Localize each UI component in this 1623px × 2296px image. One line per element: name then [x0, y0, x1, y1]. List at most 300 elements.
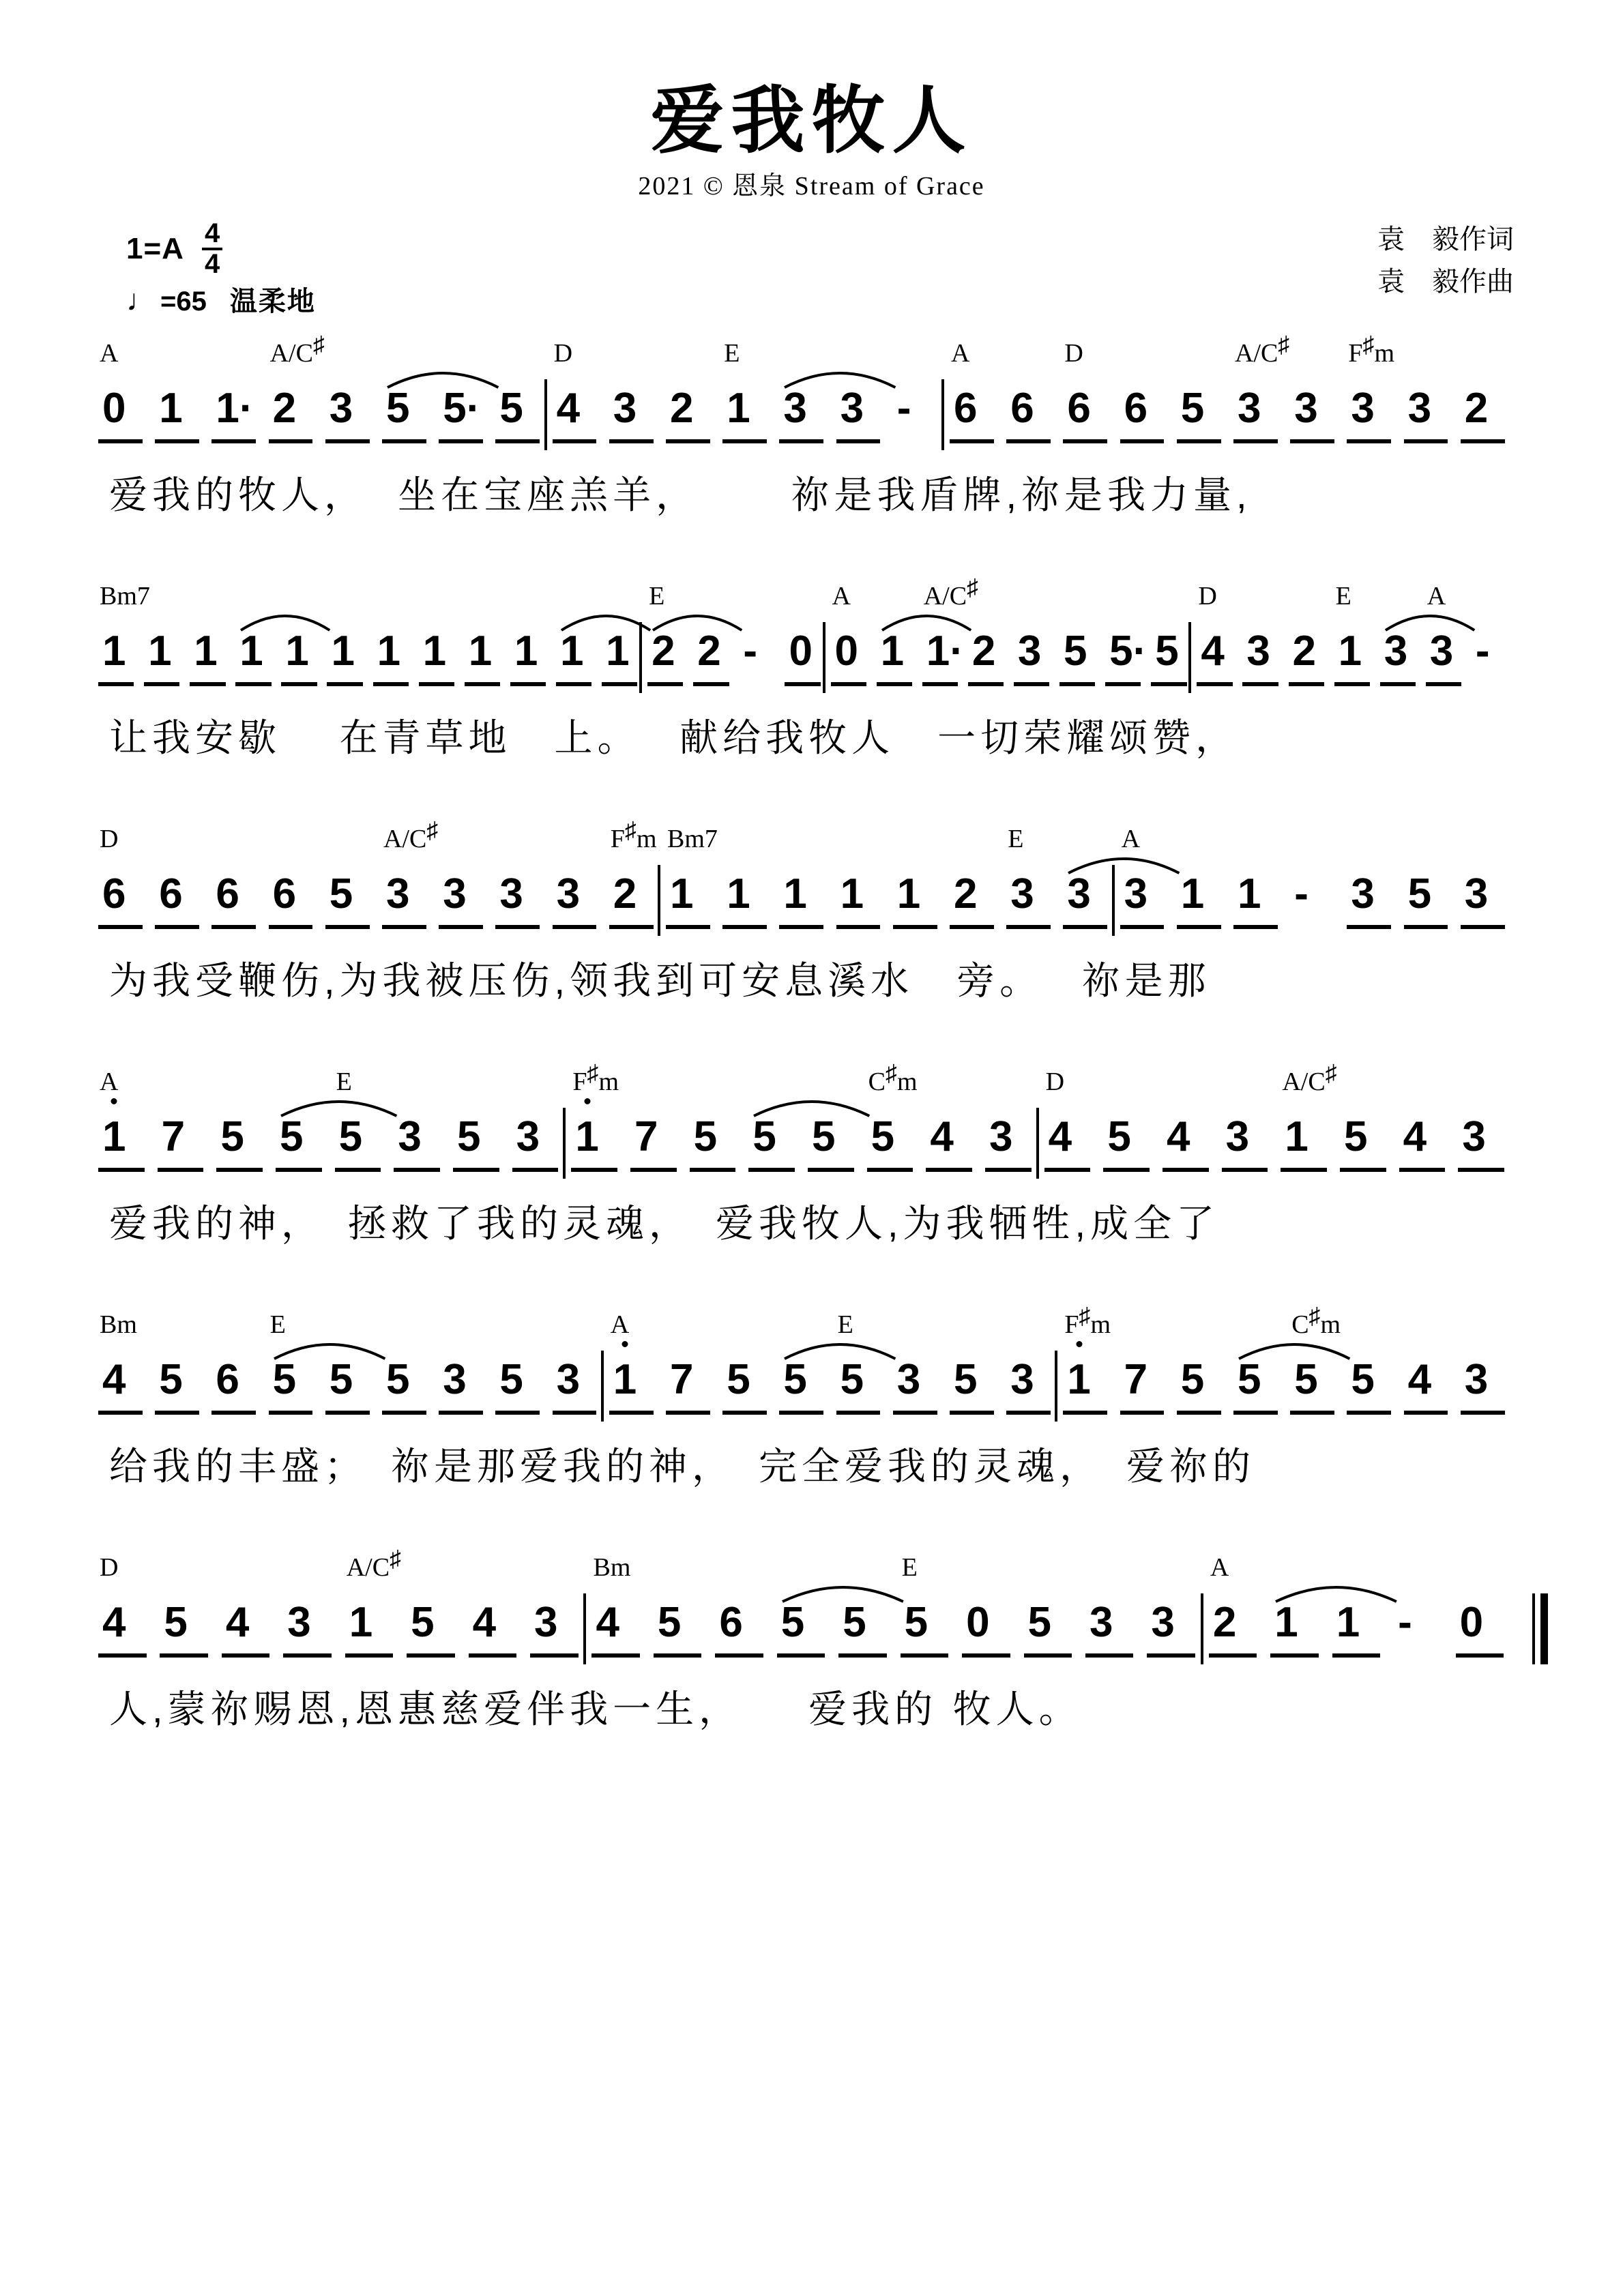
note-number: 3 [1067, 870, 1091, 918]
staff-system [0, 1057, 1623, 1300]
note-number: 1 [727, 385, 750, 432]
chord-symbol: A [1121, 825, 1141, 854]
beam-line [666, 925, 710, 929]
lyric-line: 让我安歇 在青草地 上。 献给我牧人 一切荣耀颂赞， [109, 716, 1239, 760]
note-number: 1 [514, 628, 538, 675]
note-number: 5 [783, 1356, 807, 1404]
note-number: 1 [102, 628, 126, 675]
beam-line [1024, 1653, 1072, 1658]
lyric-line: 爱我的神， 拯救了我的灵魂， 爱我牧人,为我牺牲,成全了 [109, 1202, 1220, 1246]
chord-symbol: D [1198, 582, 1217, 611]
composer-credit: 袁 毅作曲 [1377, 267, 1514, 297]
note-number: 3 [1017, 628, 1042, 675]
beam-line [1290, 439, 1334, 443]
slur-arc [752, 1093, 871, 1117]
beam-line [893, 925, 937, 929]
chord-symbol: D [100, 1553, 119, 1583]
beam-line [690, 1168, 736, 1172]
beam-line [836, 925, 881, 929]
beam-line [571, 1168, 617, 1172]
note-number: 2 [1464, 385, 1489, 432]
note-number: 5 [840, 1356, 864, 1404]
lyric-lane [0, 471, 1623, 542]
chord-symbol: Bm [100, 1310, 137, 1340]
note-number: 5 [1064, 628, 1087, 675]
beam-line [158, 1168, 204, 1172]
beam-line [1347, 439, 1391, 443]
beam-line [1105, 682, 1141, 686]
beam-line [1458, 1168, 1504, 1172]
beam-line [779, 1411, 823, 1415]
note-number: 6 [1124, 385, 1148, 432]
note-number: 5 [954, 1356, 978, 1404]
note-lane [0, 1340, 1623, 1442]
beam-line [495, 925, 540, 929]
note-number: 2 [1292, 628, 1316, 675]
credits-block [1377, 218, 1514, 303]
beam-line [510, 682, 546, 686]
note-number: 4 [225, 1599, 250, 1647]
beam-line [779, 925, 823, 929]
note-number: 5 [329, 870, 353, 918]
note-number: 2 [971, 628, 996, 675]
chord-symbol: E [724, 339, 740, 368]
note-number: 6 [159, 870, 183, 918]
beam-line [469, 1653, 517, 1658]
note-number: 1 [880, 628, 905, 675]
note-number: 0 [789, 628, 813, 675]
note-number: 7 [634, 1113, 658, 1161]
note-number: 1 [1336, 1599, 1360, 1647]
octave-up-dot [111, 1098, 117, 1104]
expression-mark: 温柔地 [229, 286, 316, 317]
note-number: 3 [613, 385, 637, 432]
time-signature-numerator: 4 [202, 221, 222, 250]
note-number: 5 [1238, 1356, 1261, 1404]
beam-line [439, 925, 483, 929]
note-number: 4 [1048, 1113, 1072, 1161]
note-number: 5 [657, 1599, 682, 1647]
beam-line [609, 1411, 654, 1415]
note-number: 2 [670, 385, 694, 432]
staff-system [0, 814, 1623, 1057]
note-number: 5 [164, 1599, 188, 1647]
note-number: - [743, 628, 757, 675]
beam-line [1461, 1411, 1505, 1415]
beam-line [647, 682, 683, 686]
beam-line [495, 439, 540, 443]
beam-line [419, 682, 454, 686]
beam-line [748, 1168, 795, 1172]
note-number: 5 [780, 1599, 805, 1647]
note-number: 3 [1246, 628, 1270, 675]
beam-line [1222, 1168, 1268, 1172]
beam-line [1399, 1168, 1446, 1172]
beam-line [877, 682, 912, 686]
note-number: 0 [1459, 1599, 1484, 1647]
beam-line [1163, 1168, 1209, 1172]
note-number: 3 [1238, 385, 1261, 432]
note-number: 3 [1294, 385, 1318, 432]
note-number: 3 [1089, 1599, 1113, 1647]
barline [583, 1593, 586, 1664]
octave-up-dot [1076, 1341, 1082, 1347]
beam-line [591, 1653, 640, 1658]
beam-line [1380, 682, 1416, 686]
note-number: 1 [1238, 870, 1261, 918]
note-number: 1 [1274, 1599, 1298, 1647]
beam-line [98, 439, 143, 443]
chord-symbol: F♯m [1064, 1304, 1111, 1340]
beam-line [1044, 1168, 1091, 1172]
tempo-value: =65 [160, 286, 207, 317]
beam-line [1281, 1168, 1327, 1172]
barline [941, 379, 944, 450]
note-number: 1 [1067, 1359, 1090, 1401]
chord-symbol: F♯m [610, 818, 657, 854]
beam-line [439, 1411, 483, 1415]
beam-line [98, 1168, 145, 1172]
beam-line [1063, 439, 1107, 443]
note-number: 1 [1338, 628, 1362, 675]
beam-line [962, 1653, 1010, 1658]
note-lane [0, 368, 1623, 471]
beam-line [1177, 1411, 1221, 1415]
beam-line [1334, 682, 1370, 686]
beam-line [222, 1653, 270, 1658]
chord-symbol: E [336, 1068, 352, 1097]
staff-system [0, 329, 1623, 572]
beam-line [693, 682, 729, 686]
beam-line [325, 1411, 370, 1415]
chord-symbol: F♯m [572, 1061, 619, 1097]
beam-line [553, 439, 597, 443]
note-number: 5 [1155, 628, 1179, 675]
beam-line [867, 1168, 913, 1172]
note-number: 6 [102, 870, 126, 918]
note-number: 3 [386, 870, 410, 918]
note-number: 1· [926, 628, 964, 675]
beam-line [1063, 925, 1107, 929]
octave-up-dot [622, 1341, 628, 1347]
note-number: 5 [1407, 870, 1432, 918]
beam-line [1233, 1411, 1278, 1415]
chord-symbol: D [100, 825, 119, 854]
note-number: 3 [534, 1599, 558, 1647]
note-number: 5 [338, 1113, 363, 1161]
note-number: 1 [331, 628, 355, 675]
note-number: 6 [216, 1356, 239, 1404]
slur-arc [783, 364, 896, 389]
chord-lane [0, 1543, 1623, 1583]
lyric-line: 为我受鞭伤,为我被压伤,领我到可安息溪水 旁。 祢是那 [109, 959, 1211, 1003]
beam-line [893, 1411, 937, 1415]
beam-line [465, 682, 500, 686]
beam-line [1063, 1411, 1107, 1415]
lyric-line: 人,蒙祢赐恩,恩惠慈爱伴我一生， 爱我的 牧人。 [109, 1688, 1082, 1731]
beam-line [1209, 1653, 1257, 1658]
note-number: 3 [556, 870, 581, 918]
beam-line [1006, 925, 1051, 929]
chord-symbol: A/C♯ [923, 575, 979, 611]
chord-symbol: A/C♯ [1235, 332, 1290, 368]
note-number: 4 [1407, 1356, 1432, 1404]
note-number: 1 [896, 870, 921, 918]
beam-line [144, 682, 179, 686]
chord-symbol: A/C♯ [1282, 1061, 1337, 1097]
note-number: 1 [102, 1116, 126, 1158]
beam-line [325, 925, 370, 929]
beam-line [98, 682, 134, 686]
beam-line [394, 1168, 440, 1172]
beam-line [553, 925, 597, 929]
beam-line [1233, 925, 1278, 929]
beam-line [722, 925, 767, 929]
beam-line [1014, 682, 1049, 686]
barline [639, 622, 642, 693]
note-number: 1 [840, 870, 864, 918]
note-number: 2 [272, 385, 297, 432]
note-number: 3 [1010, 1356, 1034, 1404]
chord-symbol: D [1064, 339, 1083, 368]
note-number: 3 [783, 385, 807, 432]
barline [601, 1351, 604, 1422]
slur-arc [1384, 607, 1476, 632]
beam-line [609, 925, 654, 929]
beam-line [1404, 439, 1448, 443]
lyric-lane [0, 956, 1623, 1027]
note-number: 5 [280, 1113, 304, 1161]
beam-line [901, 1653, 949, 1658]
note-number: 6 [954, 385, 978, 432]
chord-symbol: E [901, 1553, 918, 1583]
beam-line [327, 682, 362, 686]
chord-symbol: A/C♯ [383, 818, 439, 854]
beam-line [950, 439, 994, 443]
barline [1055, 1351, 1057, 1422]
note-number: 1 [559, 628, 584, 675]
note-number: 2 [613, 870, 637, 918]
note-number: 1 [1285, 1113, 1308, 1161]
note-number: 3 [443, 1356, 467, 1404]
note-number: 3 [896, 1356, 921, 1404]
beam-line [1456, 1653, 1504, 1658]
barline [544, 379, 547, 450]
note-number: 5 [159, 1356, 183, 1404]
lyricist-credit: 袁 毅作词 [1377, 224, 1514, 255]
note-number: 1 [349, 1599, 373, 1647]
note-number: 1 [377, 628, 401, 675]
beam-line [556, 682, 591, 686]
beam-line [373, 682, 409, 686]
beam-line [926, 1168, 972, 1172]
beam-line [1151, 682, 1186, 686]
staff-system [0, 1543, 1623, 1786]
beam-line [269, 1411, 313, 1415]
beam-line [155, 439, 199, 443]
beam-line [1177, 439, 1221, 443]
beam-line [98, 1653, 147, 1658]
chord-symbol: D [1045, 1068, 1065, 1097]
chord-symbol: F♯m [1348, 332, 1395, 368]
note-number: 5 [727, 1356, 750, 1404]
chord-symbol: E [1335, 582, 1351, 611]
chord-symbol: C♯m [1291, 1304, 1341, 1340]
note-number: 5 [499, 1356, 523, 1404]
beam-line [836, 439, 881, 443]
beam-line [722, 439, 767, 443]
chord-symbol: C♯m [868, 1061, 918, 1097]
barline [823, 622, 825, 693]
note-number: 5 [386, 1356, 410, 1404]
beam-line [283, 1653, 332, 1658]
beam-line [779, 439, 823, 443]
beam-line [407, 1653, 455, 1658]
note-number: 1 [606, 628, 630, 675]
note-number: 1 [468, 628, 493, 675]
beam-line [722, 1411, 767, 1415]
note-number: 5 [1180, 385, 1205, 432]
note-number: 4 [930, 1113, 954, 1161]
slur-arc [273, 1336, 386, 1360]
lyric-lane [0, 1685, 1623, 1756]
chord-symbol: A [832, 582, 851, 611]
beam-line [777, 1653, 825, 1658]
note-lane [0, 854, 1623, 956]
chord-symbol: A [610, 1310, 630, 1340]
chord-symbol: E [269, 1310, 286, 1340]
note-number: 7 [161, 1113, 186, 1161]
note-number: 4 [102, 1599, 126, 1647]
beam-line [968, 682, 1004, 686]
beam-line [216, 1168, 263, 1172]
beam-line [1289, 682, 1324, 686]
beam-line [808, 1168, 854, 1172]
note-number: 5 [411, 1599, 435, 1647]
note-number: 2 [954, 870, 978, 918]
beam-line [1404, 925, 1448, 929]
slur-arc [881, 607, 972, 632]
beam-line [785, 682, 820, 686]
copyright-subtitle: 2021 © 恩泉 Stream of Grace [638, 172, 985, 201]
beam-line [98, 925, 143, 929]
note-number: 5 [386, 385, 410, 432]
beam-line [382, 439, 426, 443]
note-number: 1 [727, 870, 750, 918]
note-number: 4 [1403, 1113, 1427, 1161]
beam-line [512, 1168, 559, 1172]
note-number: 3 [1462, 1113, 1486, 1161]
beam-line [530, 1653, 579, 1658]
chord-lane [0, 329, 1623, 368]
beam-line [281, 682, 317, 686]
key-label: 1=A [126, 232, 184, 266]
note-number: 5 [812, 1113, 836, 1161]
slur-arc [386, 364, 499, 389]
beam-line [1426, 682, 1461, 686]
note-number: 3 [329, 385, 353, 432]
slur-arc [652, 607, 743, 632]
beam-line [654, 1653, 702, 1658]
note-number: 0 [102, 385, 126, 432]
lyric-lane [0, 1199, 1623, 1270]
chord-symbol: E [837, 1310, 853, 1340]
note-number: 3 [1124, 870, 1148, 918]
beam-line [609, 439, 654, 443]
note-number: 5 [1344, 1113, 1368, 1161]
note-number: 4 [102, 1356, 126, 1404]
note-number: 3 [1151, 1599, 1175, 1647]
slur-arc [783, 1336, 896, 1360]
note-number: 1 [613, 1359, 637, 1401]
note-number: 1 [575, 1116, 598, 1158]
note-number: 3 [1464, 1356, 1489, 1404]
note-number: 5 [329, 1356, 353, 1404]
beam-line [1197, 682, 1232, 686]
staff-system [0, 572, 1623, 814]
note-number: 7 [1124, 1356, 1148, 1404]
tempo-block [126, 280, 316, 319]
beam-line [1290, 1411, 1334, 1415]
note-number: 4 [1167, 1113, 1190, 1161]
staff-system [0, 1300, 1623, 1543]
beam-line [155, 925, 199, 929]
chord-symbol: A [1427, 582, 1446, 611]
note-number: 3 [1010, 870, 1034, 918]
note-number: 1· [216, 385, 254, 432]
note-number: 3 [398, 1113, 422, 1161]
chord-lane [0, 1300, 1623, 1340]
note-number: 3 [1225, 1113, 1250, 1161]
beam-line [838, 1653, 887, 1658]
score-metadata-row [0, 206, 1623, 329]
note-number: 4 [596, 1599, 619, 1647]
beam-line [715, 1653, 763, 1658]
slur-arc [1274, 1578, 1398, 1603]
note-number: 5 [1027, 1599, 1051, 1647]
key-signature-block [126, 218, 222, 280]
note-number: 5 [1180, 1356, 1205, 1404]
note-number: 1 [148, 628, 172, 675]
barline [1201, 1593, 1203, 1664]
note-number: 3 [287, 1599, 311, 1647]
chord-lane [0, 1057, 1623, 1097]
beam-line [382, 1411, 426, 1415]
note-number: - [1398, 1599, 1412, 1647]
note-number: 5 [272, 1356, 297, 1404]
beam-line [190, 682, 225, 686]
beam-line [211, 1411, 256, 1415]
note-lane [0, 611, 1623, 713]
beam-line [235, 682, 271, 686]
note-number: - [896, 385, 911, 432]
note-number: 6 [272, 870, 297, 918]
note-number: 2 [697, 628, 721, 675]
beam-line [950, 1411, 994, 1415]
note-number: 3 [1464, 870, 1489, 918]
note-number: 5 [904, 1599, 929, 1647]
note-number: 3 [1429, 628, 1454, 675]
chord-symbol: E [1008, 825, 1024, 854]
chord-symbol: D [553, 339, 573, 368]
chord-lane [0, 814, 1623, 854]
beam-line [1059, 682, 1095, 686]
beam-line [276, 1168, 322, 1172]
beam-line [836, 1411, 881, 1415]
beam-line [269, 439, 313, 443]
beam-line [922, 682, 958, 686]
beam-line [950, 925, 994, 929]
